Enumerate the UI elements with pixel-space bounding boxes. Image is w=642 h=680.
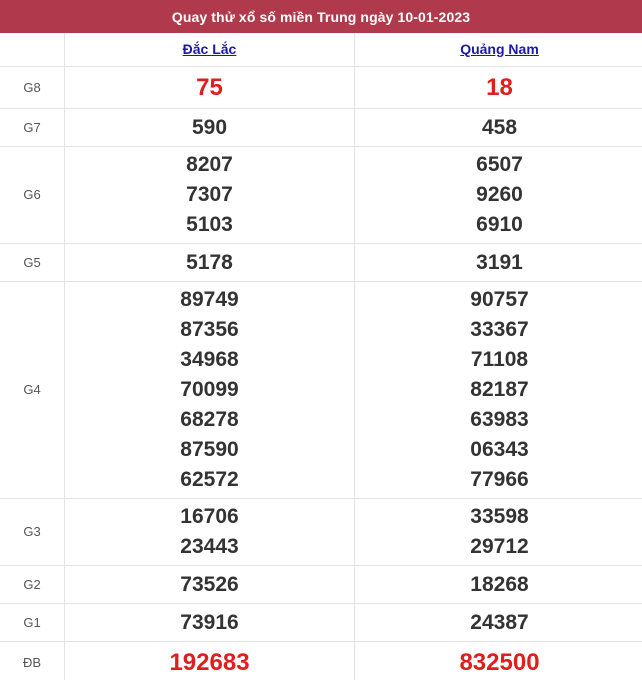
result-number: 63983	[470, 408, 529, 431]
result-number: 16706	[180, 505, 239, 528]
result-number: 75	[196, 73, 223, 101]
result-number: 9260	[476, 183, 523, 206]
special-prize-number: 192683	[169, 649, 250, 676]
special-prize-number: 832500	[459, 649, 540, 676]
result-number: 73916	[180, 610, 239, 634]
result-number: 70099	[180, 378, 239, 401]
prize-label: G8	[23, 79, 41, 95]
result-number: 33598	[470, 505, 529, 528]
prize-row-g2	[0, 566, 642, 604]
province-header-1	[65, 33, 355, 67]
prize-label: G5	[23, 254, 41, 270]
prize-row-g6	[0, 147, 642, 244]
result-number: 3191	[476, 250, 523, 274]
prize-row-g3	[0, 499, 642, 566]
result-number: 87590	[180, 438, 239, 461]
result-number: 34968	[180, 348, 239, 371]
prize-row-special	[0, 642, 642, 680]
prize-label: G6	[23, 187, 41, 202]
result-number: 18	[486, 73, 513, 101]
prize-label: G2	[23, 576, 41, 592]
result-number: 5178	[186, 250, 233, 274]
result-number: 7307	[186, 183, 233, 206]
result-number: 24387	[470, 610, 529, 634]
result-number: 18268	[470, 572, 529, 596]
province-link-dac-lac[interactable]: Đắc Lắc	[182, 40, 237, 57]
result-number: 90757	[470, 288, 529, 311]
result-number: 23443	[180, 535, 239, 558]
prize-label: G7	[23, 119, 41, 135]
result-number: 73526	[180, 572, 239, 596]
result-number: 6910	[476, 213, 523, 236]
result-number: 89749	[180, 288, 239, 311]
result-number: 33367	[470, 318, 529, 341]
result-number: 71108	[470, 348, 529, 371]
prize-row-g1	[0, 604, 642, 642]
province-header-row	[0, 33, 642, 67]
result-number: 590	[191, 115, 228, 139]
result-number: 87356	[180, 318, 239, 341]
result-number: 82187	[470, 378, 529, 401]
prize-label: G1	[23, 614, 41, 630]
prize-label: G4	[23, 382, 41, 397]
results-table	[0, 33, 642, 680]
prize-row-g7	[0, 109, 642, 147]
prize-label: G3	[23, 524, 41, 539]
corner-cell	[0, 33, 65, 67]
result-number: 5103	[186, 213, 233, 236]
result-number: 06343	[470, 438, 529, 461]
page-title: Quay thử xổ số miền Trung ngày 10-01-2023	[0, 0, 642, 33]
prize-row-g4	[0, 282, 642, 499]
result-number: 6507	[476, 153, 523, 176]
result-number: 458	[481, 115, 518, 139]
prize-label: ĐB	[22, 655, 42, 670]
result-number: 8207	[186, 153, 233, 176]
province-link-quang-nam[interactable]: Quảng Nam	[460, 40, 539, 57]
result-number: 29712	[470, 535, 529, 558]
prize-row-g5	[0, 244, 642, 282]
result-number: 62572	[180, 468, 239, 491]
prize-row-g8	[0, 67, 642, 109]
result-number: 77966	[470, 468, 529, 491]
result-number: 68278	[180, 408, 239, 431]
province-header-2	[355, 33, 642, 67]
